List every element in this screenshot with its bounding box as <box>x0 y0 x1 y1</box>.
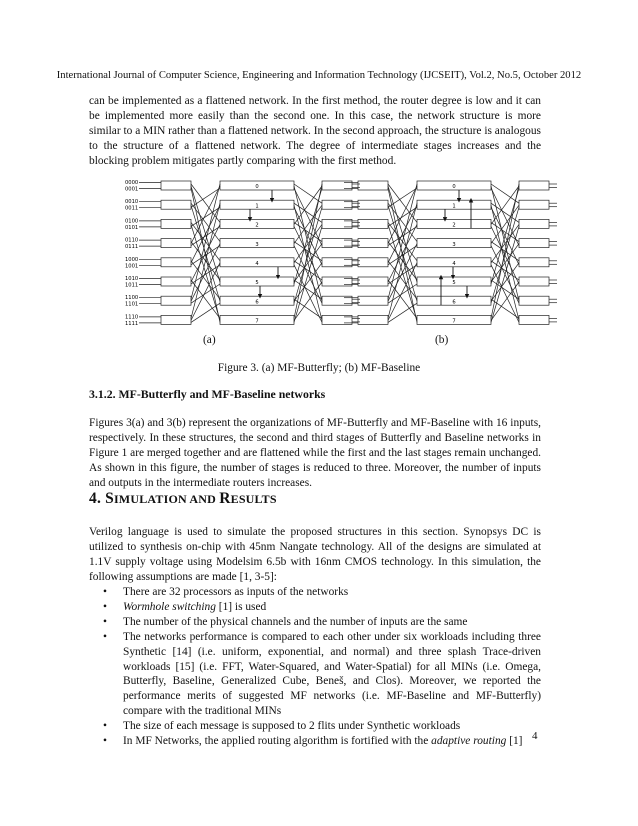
input-switch <box>161 200 191 209</box>
output-switch <box>519 181 549 190</box>
input-label: 0100 <box>125 218 139 225</box>
output-switch <box>519 200 549 209</box>
router-label: 7 <box>452 318 456 325</box>
input-label: 0101 <box>125 224 139 231</box>
list-item-text: [1] <box>506 735 523 748</box>
bullet-marker: • <box>103 735 107 748</box>
section-number: 4. <box>89 490 102 507</box>
figure-caption: Figure 3. (a) MF-Butterfly; (b) MF-Baseline <box>217 362 421 374</box>
section-312-paragraph: Figures 3(a) and 3(b) represent the organizations of MF-Butterfly and MF-Baseline with 16 inputs, respectively. In these structures, the second and third stages of Butterfly and Baseline networks in Figure 1 are merged together and are flattened while the first and the last stages remain unchanged. As shown in this figure, the number of stages is reduced to three. Moreover, the number of inputs and outputs in the intermediate routers increases. <box>89 417 541 489</box>
output-switch <box>519 239 549 248</box>
bullet-marker: • <box>103 630 107 643</box>
link-wire <box>294 184 322 203</box>
link-wire <box>388 188 417 207</box>
input-switch <box>358 219 388 228</box>
router-label: 6 <box>255 299 259 306</box>
router-label: 1 <box>255 203 259 210</box>
list-item-text: The networks performance is compared to each other under six workloads including three Synthetic [14] (i.e. uniform, exponential, and normal) and three splash Trace-driven workloads [15] (i.e. FFT, Water-Squared, and Water-Spatial) for all MINs (i.e. Omega, Butterfly, Baseline, Generalized Cube, Beneš, and Clos). Moreover, we reported the performance merits of suggested MF networks (i.e. MF-Baseline and MF-Butterfly) compare with the traditional MINs <box>123 630 541 718</box>
input-label: 1010 <box>125 276 139 282</box>
bullet-marker: • <box>103 615 107 628</box>
output-switch <box>519 258 549 267</box>
input-switch <box>161 296 191 305</box>
input-label: 0010 <box>125 199 139 206</box>
router-label: 5 <box>255 280 259 287</box>
link-wire <box>491 205 519 243</box>
link-wire <box>491 224 519 262</box>
list-item <box>89 600 541 615</box>
input-label: 1001 <box>125 263 139 270</box>
list-item <box>89 719 541 734</box>
input-switch <box>358 296 388 305</box>
router-label: 1 <box>452 203 456 210</box>
input-switch <box>358 239 388 248</box>
router-label: 2 <box>452 222 456 229</box>
list-item-text: In MF Networks, the applied routing algorithm is fortified with the <box>123 735 432 748</box>
output-switch <box>519 219 549 228</box>
router-label: 3 <box>452 241 456 248</box>
input-label: 1011 <box>125 282 139 289</box>
link-wire <box>294 224 322 262</box>
list-item <box>89 734 541 749</box>
link-wire <box>191 188 220 207</box>
router-label: 4 <box>452 261 456 267</box>
list-item-italic: adaptive routing <box>431 735 507 748</box>
link-wire <box>491 203 519 222</box>
input-label: 0011 <box>125 205 139 212</box>
input-switch <box>161 219 191 228</box>
input-switch <box>358 315 388 324</box>
input-label: 0110 <box>125 237 139 244</box>
link-wire <box>294 226 322 322</box>
figure-label-b: (b) <box>435 334 449 346</box>
input-switch <box>161 277 191 286</box>
list-item <box>89 630 541 719</box>
heading-small-1: IMULATION AND <box>113 492 220 506</box>
input-label: 1000 <box>125 256 139 263</box>
input-switch <box>161 258 191 267</box>
bullet-marker: • <box>103 600 107 613</box>
input-label: 0000 <box>125 180 139 186</box>
heading-small-2: ESULTS <box>230 492 277 506</box>
heading-cap-r: R <box>219 490 231 507</box>
input-switch <box>358 181 388 190</box>
input-switch <box>161 315 191 324</box>
input-label: 0111 <box>125 244 139 251</box>
input-switch <box>161 239 191 248</box>
input-switch <box>358 258 388 267</box>
section-heading-4 <box>89 490 277 508</box>
output-switch <box>519 296 549 305</box>
input-label: 1100 <box>125 295 139 302</box>
router-label: 2 <box>255 222 259 229</box>
list-item-text: The size of each message is supposed to 2 flits under Synthetic workloads <box>123 720 461 733</box>
list-item-text: There are 32 processors as inputs of the networks <box>123 586 349 598</box>
input-switch <box>161 181 191 190</box>
input-label: 1111 <box>125 320 139 327</box>
router-label: 5 <box>452 280 456 287</box>
page-number: 4 <box>532 730 538 742</box>
output-switch <box>519 277 549 286</box>
bullet-marker: • <box>103 586 107 598</box>
router-label: 7 <box>255 318 259 325</box>
router-label: 0 <box>255 184 259 191</box>
list-item <box>89 615 541 630</box>
link-wire <box>491 184 519 203</box>
link-wire <box>294 203 322 222</box>
input-label: 0001 <box>125 186 139 193</box>
input-switch <box>358 200 388 209</box>
router-label: 4 <box>255 261 259 267</box>
figure-3 <box>0 172 638 332</box>
router-label: 0 <box>452 184 456 191</box>
figure-label-a: (a) <box>203 334 216 346</box>
list-item-text: [1] is used <box>215 600 267 613</box>
output-switch <box>519 315 549 324</box>
router-label: 6 <box>452 299 456 306</box>
list-item <box>89 585 541 600</box>
list-item-italic: Wormhole switching <box>123 600 216 613</box>
link-wire <box>294 205 322 243</box>
list-item-text: The number of the physical channels and the number of inputs are the same <box>123 615 468 628</box>
link-wire <box>491 226 519 322</box>
link-wire <box>294 244 322 282</box>
router-label: 3 <box>255 241 259 248</box>
heading-cap-s: S <box>105 490 114 507</box>
link-wire <box>491 222 519 241</box>
link-wire <box>294 222 322 241</box>
input-switch <box>358 277 388 286</box>
input-label: 1101 <box>125 301 139 308</box>
section-heading-312: 3.1.2. MF-Butterfly and MF-Baseline networks <box>89 387 326 401</box>
input-label: 1110 <box>125 314 139 321</box>
assumptions-list <box>89 585 541 749</box>
link-wire <box>491 244 519 282</box>
intro-paragraph: can be implemented as a flattened network. In the first method, the router degree is low and it can be implemented more easily than the second one. In this case, the network structure is more similar to a MIN rather than a flattened network. In the second approach, the structure is analogous to the structure of a flattened network. The degree of intermediate stages increases and the blocking problem mitigates partly comparing with the first method. <box>89 95 541 167</box>
journal-header: International Journal of Computer Science, Engineering and Information Technology (IJCSEIT), Vol.2, No.5, October 2012 <box>56 70 582 81</box>
section-4-paragraph: Verilog language is used to simulate the proposed structures in this section. Synopsys DC is utilized to synthesis on-chip with 45nm Nangate technology. All of the designs are simulated at 1.1V supply voltage using Modelsim 6.5b with 16nm CMOS technology. In this simulation, the following assumptions are made [1, 3-5]: <box>89 526 541 583</box>
bullet-marker: • <box>103 720 107 733</box>
